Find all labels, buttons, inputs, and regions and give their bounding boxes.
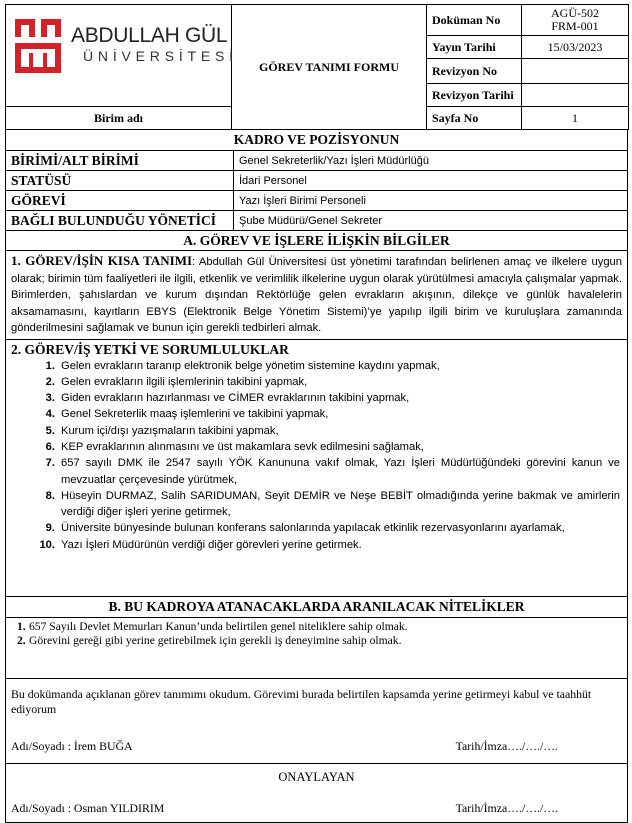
position-section-title: KADRO VE POZİSYONUN [6, 130, 628, 151]
duty-item [11, 390, 622, 406]
section-b-title: B. BU KADROYA ATANACAKLARDA ARANILACAK NİTELİKLER [6, 596, 628, 617]
position-value: İdari Personel [234, 171, 628, 191]
duty-item [11, 520, 622, 536]
position-row [6, 211, 628, 231]
duty-text: Yazı İşleri Müdürünün verdiği diğer görevleri yerine getirmek. [61, 538, 362, 551]
logo-cell [6, 5, 238, 107]
duty-text: Hüseyin DURMAZ, Salih SARIDUMAN, Seyit DEMİR ve Neşe BEBİT olmadığında yerine bakmak ve amirlerin verdiği diğer işleri yerine getirmek, [61, 489, 620, 519]
position-row [6, 171, 628, 191]
duty-text: Üniversite bünyesinde bulunan konferans salonlarında yapılacak etkinlik rezervasyonlarını ayarlamak, [61, 522, 565, 535]
short-definition [6, 251, 628, 340]
meta-value-line: FRM-001 [551, 19, 599, 33]
duty-item [11, 374, 622, 390]
duty-number: 3. [45, 392, 55, 405]
university-logo [13, 15, 238, 75]
meta-value-publish-date: 15/03/2023 [522, 36, 629, 59]
qualifications-block [6, 617, 628, 678]
duties-title: 2. GÖREV/İŞ YETKİ VE SORUMLULUKLAR [11, 341, 289, 357]
agu-logo-mark-icon [13, 15, 63, 75]
duty-text: Genel Sekreterlik maaş işlemlerini ve takibini yapmak, [61, 408, 329, 421]
qualification-text: 657 Sayılı Devlet Memurları Kanun’unda belirtilen genel niteliklere sahip olmak. [29, 619, 408, 633]
duty-item [11, 537, 622, 553]
meta-value-revision-date [522, 84, 629, 107]
duty-number: 1. [45, 359, 55, 372]
approver-date-signature: Tarih/İmza…./…./…. [455, 800, 558, 815]
meta-value-revision-no [522, 59, 629, 84]
duty-text: Gelen evrakların ilgili işlemlerinin takibini yapmak, [61, 375, 308, 388]
short-definition-text: : Abdullah Gül Üniversitesi üst yönetimi tarafından belirlenen amaç ve ilkelere uygun olarak; birimin tüm faaliyetleri ile ilgili, etkenlik ve verimlilik ilkelerine uygun olarak yürütülmesi amacıyla çalışmalar yapmak. Birimlerden, şahıslardan ve kurum dışından Rektörlüğe gelen evrakların akışının, dilekçe ve günlük havalelerin aksamamasını, kayıtların EBYS (Elektronik Belge Yönetim Sistemi)’ye yapılıp ilgili birim ve kuruluşlara zamanında gönderilmesini sağlamak ve bunun için gerekli tedbirleri almak. [11, 256, 622, 334]
duty-item [11, 455, 622, 488]
position-table [5, 129, 628, 251]
duty-text: Giden evrakların hazırlanması ve CİMER evraklarının takibini yapmak, [61, 392, 410, 405]
duty-text: Kurum içi/dışı yazışmaların takibini yapmak, [61, 424, 279, 437]
form-header [5, 4, 629, 130]
approver-name: Adı/Soyadı : Osman YILDIRIM [11, 800, 165, 815]
employee-date-signature: Tarih/İmza…./…./…. [455, 738, 558, 753]
unit-name-label: Birim adı [6, 107, 232, 130]
duty-number: 10. [39, 538, 55, 551]
qualifications-list [11, 620, 622, 648]
position-row [6, 151, 628, 171]
duties-list [11, 358, 622, 554]
logo-text-line2: ÜNİVERSİTESİ [83, 48, 238, 64]
section-b-table [5, 596, 628, 823]
qualification-number: 2. [17, 633, 26, 647]
duty-item [11, 423, 622, 439]
meta-label-revision-no: Revizyon No [427, 59, 522, 84]
approval-title: ONAYLAYAN [278, 769, 355, 784]
logo-text-line1: ABDULLAH GÜL [71, 24, 228, 47]
employee-name: Adı/Soyadı : İrem BUĞA [11, 738, 133, 753]
meta-label-document-no: Doküman No [427, 5, 522, 36]
qualification-item [11, 620, 622, 634]
position-label: BİRİMİ/ALT BİRİMİ [6, 151, 234, 171]
qualification-number: 1. [17, 619, 26, 633]
section-a-title: A. GÖREV VE İŞLERE İLİŞKİN BİLGİLER [6, 231, 628, 251]
duty-number: 5. [45, 424, 55, 437]
position-row [6, 191, 628, 211]
duty-text: 657 sayılı DMK ile 2547 sayılı YÖK Kanununa vakıf olmak, Yazı İşleri Müdürlüğündeki görevini kanun ve mevzuatlar çerçevesinde yürütmek, [61, 457, 620, 486]
meta-value-document-no [522, 5, 629, 36]
duty-item [11, 488, 622, 521]
position-value: Genel Sekreterlik/Yazı İşleri Müdürlüğü [234, 151, 628, 171]
job-description-form [5, 4, 628, 823]
meta-label-revision-date: Revizyon Tarihi [427, 84, 522, 107]
position-value: Şube Müdürü/Genel Sekreter [234, 211, 628, 231]
duty-number: 4. [45, 408, 55, 421]
approval-block [6, 763, 628, 822]
qualification-text: Görevini gereği gibi yerine getirebilmek için gerekli iş deneyimine sahip olmak. [29, 633, 402, 647]
meta-label-publish-date: Yayın Tarihi [427, 36, 522, 59]
meta-value-page-no: 1 [522, 107, 629, 130]
duty-item [11, 439, 622, 455]
meta-value-line: AGÜ-502 [551, 6, 599, 20]
duties-block [6, 339, 628, 596]
duty-number: 7. [45, 457, 55, 470]
position-value: Yazı İşleri Birimi Personeli [234, 191, 628, 211]
declaration-block [6, 678, 628, 763]
duty-number: 8. [45, 489, 55, 502]
short-definition-label: 1. GÖREV/İŞİN KISA TANIMI [11, 253, 193, 268]
duty-text: Gelen evrakların taranıp elektronik belge yönetim sistemine kaydını yapmak, [61, 359, 440, 372]
position-label: GÖREVİ [6, 191, 234, 211]
section-a-table [5, 250, 628, 597]
position-label: STATÜSÜ [6, 171, 234, 191]
qualification-item [11, 634, 622, 648]
meta-label-page-no: Sayfa No [427, 107, 522, 130]
duty-number: 6. [45, 440, 55, 453]
duty-item [11, 358, 622, 374]
duty-item [11, 406, 622, 422]
form-title: GÖREV TANIMI FORMU [232, 5, 427, 130]
duty-number: 9. [45, 522, 55, 535]
duty-text: KEP evraklarının alınmasını ve üst makamlara sevk edilmesini sağlamak, [61, 440, 424, 453]
duty-number: 2. [45, 375, 55, 388]
declaration-text: Bu dokümanda açıklanan görev tanımımı okudum. Görevimi burada belirtilen kapsamda yerine getirmeyi kabul ve taahhüt ediyorum [11, 686, 592, 716]
position-label: BAĞLI BULUNDUĞU YÖNETİCİ [6, 211, 234, 231]
